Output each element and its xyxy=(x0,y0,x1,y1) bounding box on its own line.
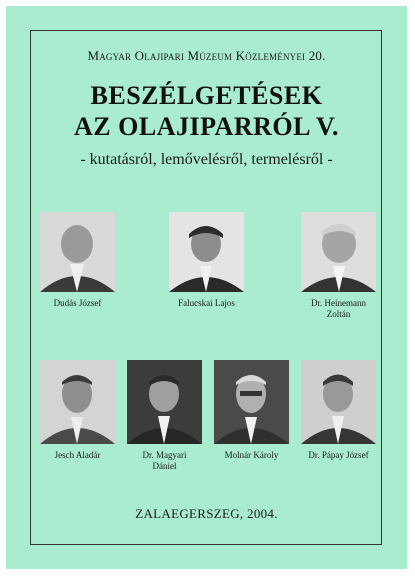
book-title-line1: BESZÉLGETÉSEK xyxy=(90,81,323,110)
book-title-line2: AZ OLAJIPARRÓL V. xyxy=(74,112,339,141)
portrait-card xyxy=(301,360,376,461)
portrait-card xyxy=(40,360,115,461)
person-name: Dr. Magyari Dániel xyxy=(142,450,187,471)
series-title: Magyar Olajipari Múzeum Közleményei 20. xyxy=(87,48,326,63)
person-name: Dr. Heinemann Zoltán xyxy=(311,298,366,319)
portrait-photo xyxy=(301,360,376,444)
portrait-card xyxy=(127,360,202,472)
place-and-year: ZALAEGERSZEG, 2004. xyxy=(135,506,278,521)
person-name: Dr. Pápay József xyxy=(308,450,369,460)
portrait-photo xyxy=(301,212,376,292)
portrait-photo xyxy=(40,360,115,444)
portrait-card xyxy=(301,212,376,320)
portrait-photo xyxy=(40,212,115,292)
portrait-photo xyxy=(169,212,244,292)
portrait-card xyxy=(169,212,244,309)
portrait-card xyxy=(214,360,289,461)
portrait-photo xyxy=(127,360,202,444)
person-name: Jesch Aladár xyxy=(54,450,101,460)
book-cover xyxy=(6,6,407,569)
person-name: Molnár Károly xyxy=(224,450,279,460)
book-subtitle: - kutatásról, lemővelésről, termelésről - xyxy=(80,151,333,168)
portrait-photo xyxy=(214,360,289,444)
person-name: Dudás József xyxy=(53,298,102,308)
portrait-card xyxy=(40,212,115,309)
person-name: Falucskai Lajos xyxy=(178,298,235,308)
